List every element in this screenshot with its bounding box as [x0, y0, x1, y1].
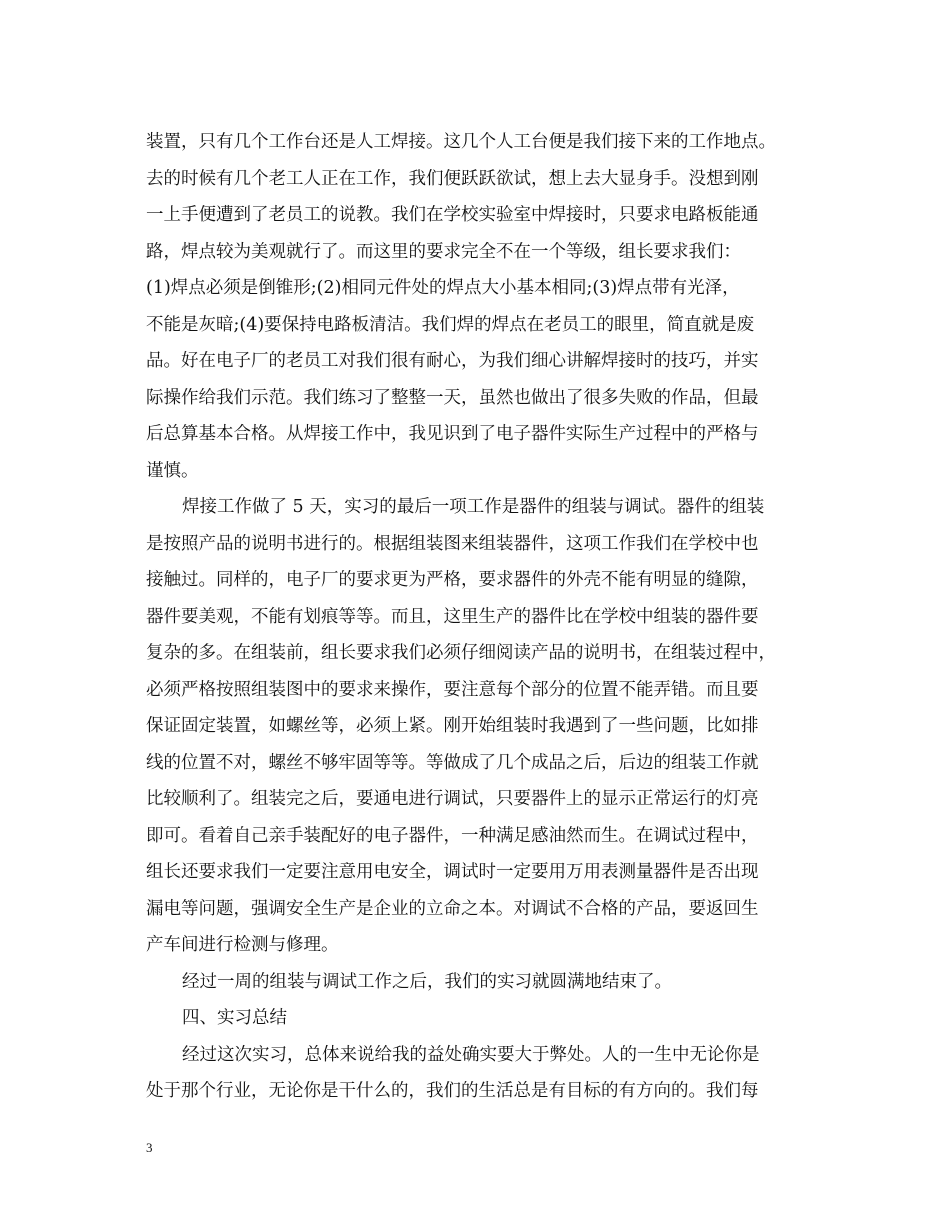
text-line: 组长还要求我们一定要注意用电安全，调试时一定要用万用表测量器件是否出现	[146, 862, 759, 882]
text-line: 装置，只有几个工作台还是人工焊接。这几个人工台便是我们接下来的工作地点。	[146, 132, 776, 152]
text-line: 比较顺利了。组装完之后，要通电进行调试，只要器件上的显示正常运行的灯亮	[146, 789, 759, 809]
paragraph-start-line: 焊接工作做了 5 天，实习的最后一项工作是器件的组装与调试。器件的组装	[182, 497, 765, 517]
text-line: 处于那个行业，无论你是干什么的，我们的生活总是有目标的有方向的。我们每	[146, 1081, 759, 1101]
text-line: 器件要美观，不能有划痕等等。而且，这里生产的器件比在学校中组装的器件要	[146, 606, 759, 627]
paragraph-start-line: 经过这次实习，总体来说给我的益处确实要大于弊处。人的一生中无论你是	[182, 1044, 760, 1065]
page-number: 3	[146, 1140, 153, 1155]
text-line: 产车间进行检测与修理。	[146, 935, 339, 955]
paragraph-start-line: 经过一周的组装与调试工作之后，我们的实习就圆满地结束了。	[182, 971, 672, 992]
text-line: 必须严格按照组装图中的要求来操作，要注意每个部分的位置不能弄错。而且要	[146, 679, 759, 700]
text-line: 漏电等问题，强调安全生产是企业的立命之本。对调试不合格的产品，要返回生	[146, 898, 759, 919]
text-line: (1)焊点必须是倒锥形;(2)相同元件处的焊点大小基本相同;(3)焊点带有光泽，	[146, 278, 740, 298]
text-line: 路，焊点较为美观就行了。而这里的要求完全不在一个等级，组长要求我们：	[146, 241, 741, 262]
body-text	[146, 124, 816, 1110]
section-heading: 四、实习总结	[182, 1008, 287, 1028]
text-line: 是按照产品的说明书进行的。根据组装图来组装器件，这项工作我们在学校中也	[146, 533, 759, 554]
text-line: 品。好在电子厂的老员工对我们很有耐心，为我们细心讲解焊接时的技巧，并实	[146, 351, 759, 371]
text-line: 谨慎。	[146, 460, 199, 481]
text-line: 一上手便遭到了老员工的说教。我们在学校实验室中焊接时，只要求电路板能通	[146, 205, 759, 225]
text-line: 际操作给我们示范。我们练习了整整一天，虽然也做出了很多失败的作品，但最	[146, 387, 759, 408]
text-line: 线的位置不对，螺丝不够牢固等等。等做成了几个成品之后，后边的组装工作就	[146, 752, 759, 773]
text-line: 接触过。同样的，电子厂的要求更为严格，要求器件的外壳不能有明显的缝隙，	[146, 570, 759, 590]
text-line: 复杂的多。在组装前，组长要求我们必须仔细阅读产品的说明书，在组装过程中，	[146, 643, 776, 663]
text-line: 不能是灰暗;(4)要保持电路板清洁。我们焊的焊点在老员工的眼里，简直就是废	[146, 314, 755, 335]
text-line: 后总算基本合格。从焊接工作中，我见识到了电子器件实际生产过程中的严格与	[146, 424, 759, 444]
text-line: 保证固定装置，如螺丝等，必须上紧。刚开始组装时我遇到了一些问题，比如排	[146, 716, 759, 736]
text-line: 即可。看着自己亲手装配好的电子器件，一种满足感油然而生。在调试过程中，	[146, 825, 759, 846]
text-line: 去的时候有几个老工人正在工作，我们便跃跃欲试，想上去大显身手。没想到刚	[146, 168, 759, 189]
